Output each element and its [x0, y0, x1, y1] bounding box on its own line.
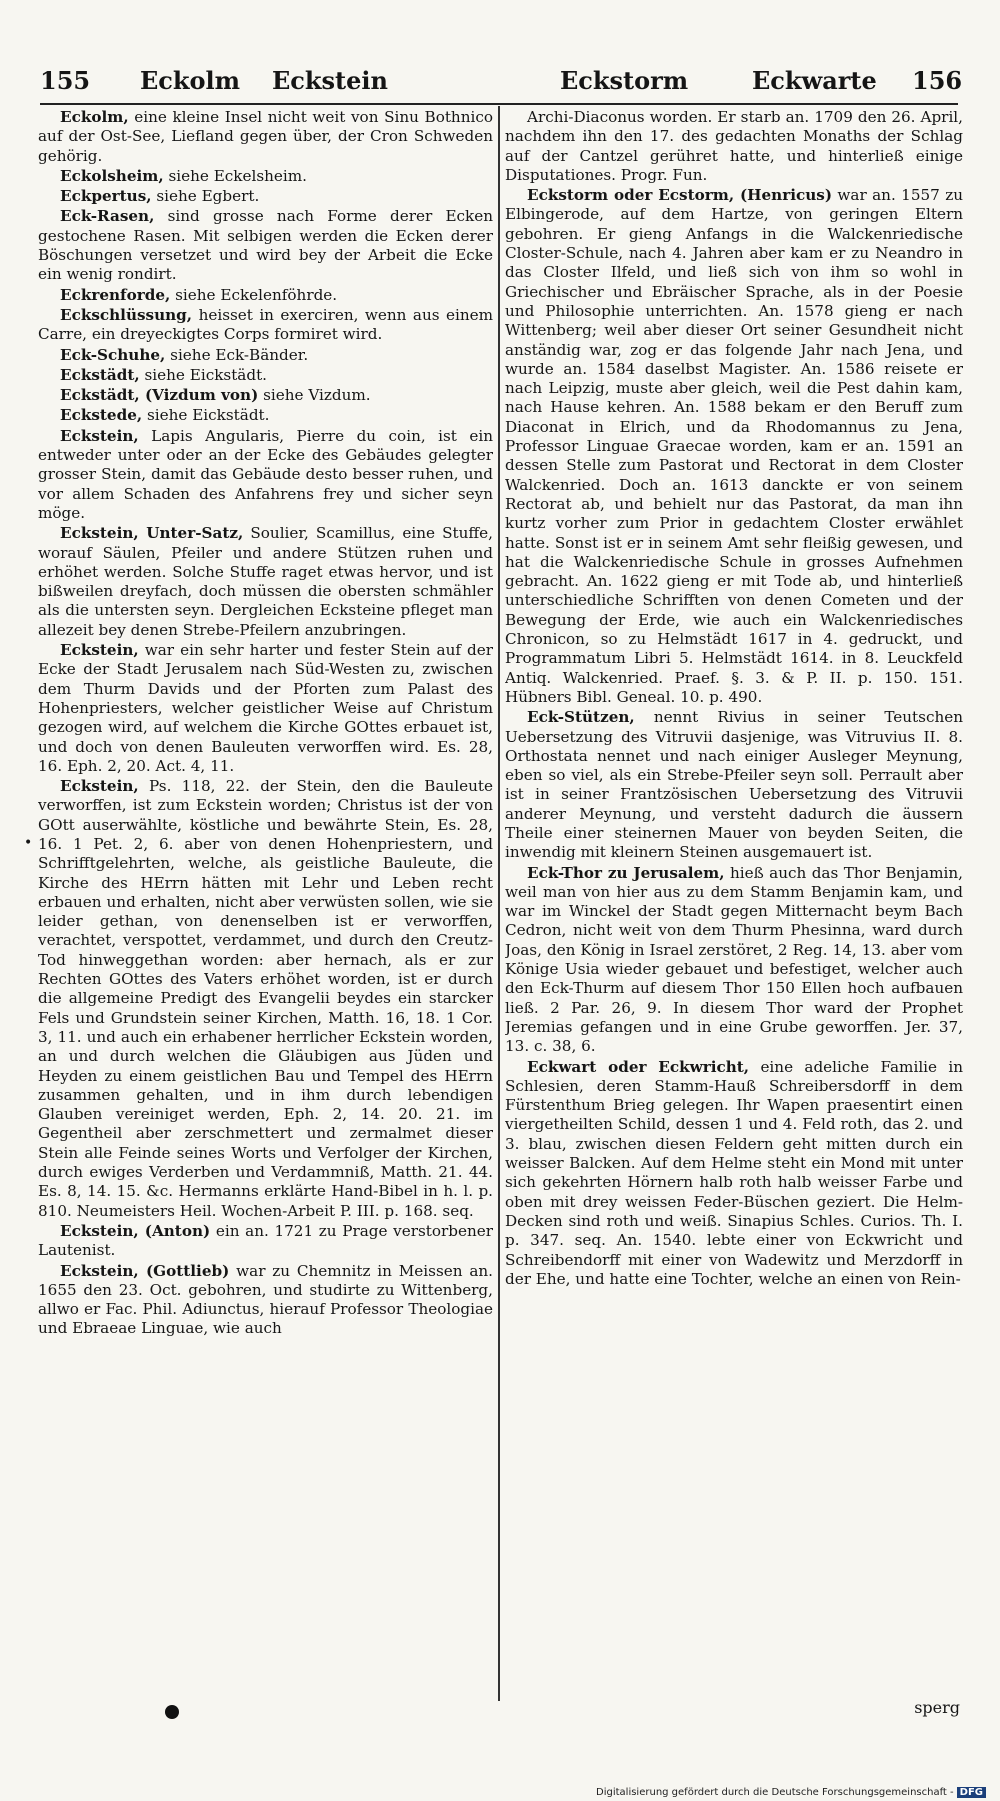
page-number-right: 156: [912, 66, 963, 95]
entry-text: eine kleine Insel nicht weit von Sinu Bothnico auf der Ost-See, Liefland gegen über, der Cron Schweden gehörig.: [38, 108, 493, 165]
dictionary-entry: [38, 777, 493, 1221]
entry-headword: Eckschlüssung,: [60, 305, 193, 324]
entry-headword: Eckstein,: [60, 641, 139, 660]
dictionary-entry: [38, 366, 493, 385]
entry-headword: Eckstein,: [60, 426, 139, 445]
entry-text: sind grosse nach Forme derer Ecken gestochene Rasen. Mit selbigen werden die Ecken derer Böschungen versetzet und wird bey der Arbeit die Ecke ein wenig rondirt.: [38, 207, 493, 284]
entry-headword: Eckstädt, (Vizdum von): [60, 386, 259, 405]
dictionary-entry: [38, 1222, 493, 1261]
running-header: [40, 66, 963, 106]
entry-text: siehe Eickstädt.: [144, 365, 268, 384]
dfg-logo: DFG: [957, 1787, 986, 1798]
entry-text: siehe Eck-Bänder.: [170, 345, 309, 364]
entry-text: siehe Vizdum.: [263, 386, 371, 405]
entry-headword: Eckpertus,: [60, 187, 152, 206]
dictionary-entry: [38, 524, 493, 640]
dictionary-entry: [38, 386, 493, 405]
dictionary-entry: [505, 864, 963, 1057]
dictionary-entry: [38, 641, 493, 776]
entry-headword: Eckstede,: [60, 406, 143, 425]
entry-text: war zu Chemnitz in Meissen an. 1655 den 23. Oct. gebohren, und studirte zu Wittenberg, allwo er Fac. Phil. Adiunctus, hierauf Professor Theologiae und Ebraeae Linguae, wie auch: [38, 1261, 493, 1338]
credit-text: Digitalisierung gefördert durch die Deutsche Forschungsgemeinschaft -: [596, 1787, 954, 1798]
entry-text: siehe Egbert.: [156, 187, 260, 206]
entry-text: heisset in exerciren, wenn aus einem Carre, ein dreyeckigtes Corps formiret wird.: [38, 305, 493, 344]
entry-text: siehe Eckelsheim.: [168, 166, 307, 185]
dictionary-entry: [38, 306, 493, 345]
entry-text: nennt Rivius in seiner Teutschen Uebersetzung des Vitruvii dasjenige, was Vitruvius II. 8. Orthostata nennet und nach einiger Ausleger Meynung, eben so viel, als ein Strebe-Pfeiler seyn soll. Perrault aber ist in seiner Frantzösischen Uebersetzung des Vitruvii anderer Meynung, und versteht dadurch die äussern Theile einer steinernen Mauer von beyden Seiten, die inwendig mit kleinern Steinen ausgemauert ist.: [505, 708, 963, 862]
left-column: [38, 108, 493, 1708]
dictionary-entry: [38, 406, 493, 425]
dictionary-entry: [505, 1058, 963, 1290]
entry-headword: Eck-Stützen,: [527, 708, 635, 727]
page-number-left: 155: [40, 66, 91, 95]
dictionary-entry: [38, 427, 493, 523]
dictionary-entry: [38, 108, 493, 166]
guide-word-right-1: Eckstorm: [560, 66, 689, 95]
catchword: sperg: [914, 1698, 960, 1717]
dictionary-entry: [505, 108, 963, 185]
entry-headword: Eckstädt,: [60, 365, 140, 384]
entry-headword: Eckrenforde,: [60, 285, 171, 304]
dictionary-entry: [38, 286, 493, 305]
entry-text: Archi-Diaconus worden. Er starb an. 1709 den 26. April, nachdem ihn den 17. des gedachten Monaths der Schlag auf der Cantzel gerühret hatte, und hinterließ einige Disputationes. Progr. Fun.: [505, 108, 963, 184]
entry-headword: Eckwart oder Eckwricht,: [527, 1057, 750, 1076]
entry-text: Ps. 118, 22. der Stein, den die Bauleute verworffen, ist zum Eckstein worden; Christus ist der von GOtt auserwählte, köstliche und bewährte Stein, Es. 28, 16. 1 Pet. 2, 6. aber von denen Hohenpriestern, und Schrifftgelehrten, welche, als geistliche Bauleute, die Kirche des HErrn hätten mit Lehr und Leben recht erbauen und erhalten, nicht aber verwüsten sollen, wie sie leider gethan, von denenselben ist er verworffen, verachtet, verspottet, verdammet, und durch den Creutz-Tod hinweggethan worden: aber hernach, als er zur Rechten GOttes des Vaters erhöhet worden, ist er durch die allgemeine Predigt des Evangelii beydes ein starcker Fels und Grundstein seiner Kirchen, Matth. 16, 18. 1 Cor. 3, 11. und auch ein erhabener herrlicher Eckstein worden, an und durch welchen die Gläubigen aus Jüden und Heyden zu einem geistlichen Bau und Tempel des HErrn zusammen gehalten, und in ihm durch lebendigen Glauben vereiniget werden, Eph. 2, 14. 20. 21. im Gegentheil aber zerschmettert und zermalmet dieser Stein alle Feinde seines Worts und Verfolger der Kirchen, durch ewiges Verderben und Verdammniß, Matth. 21. 44. Es. 8, 14. 15. &c. Hermanns erklärte Hand-Bibel in h. l. p. 810. Neumeisters Heil. Wochen-Arbeit P. III. p. 168. seq.: [38, 777, 493, 1220]
entry-text: siehe Eickstädt.: [146, 406, 270, 425]
dictionary-entry: [38, 167, 493, 186]
entry-headword: Eck-Rasen,: [60, 207, 155, 226]
entry-headword: Eckstein, (Gottlieb): [60, 1261, 230, 1280]
dictionary-entry: [38, 187, 493, 206]
entry-text: war ein sehr harter und fester Stein auf der Ecke der Stadt Jerusalem nach Süd-Westen zu, zwischen dem Thurm Davids und der Pforten zum Palast des Hohenpriesters, welcher geistlicher Weise auf Christum gezogen wird, auf welchem die Kirche GOttes erbauet ist, und doch von denen Bauleuten verworffen wird. Es. 28, 16. Eph. 2, 20. Act. 4, 11.: [38, 641, 493, 775]
entry-text: eine adeliche Familie in Schlesien, deren Stamm-Hauß Schreibersdorff in dem Fürstenthum Brieg gelegen. Ihr Wapen praesentirt einen viergetheilten Schild, dessen 1 und 4. Feld roth, das 2. und 3. blau, zwischen diesen Feldern geht mitten durch ein weisser Balcken. Auf dem Helme steht ein Mond mit unter sich gekehrten Hörnern halb roth halb weisser Farbe und oben mit drey weissen Feder-Büschen geziert. Die Helm-Decken sind roth und weiß. Sinapius Schles. Curios. Th. I. p. 347. seq. An. 1540. lebte einer von Eckwricht und Schreibendorff mit einer von Wadewitz und Merzdorff in der Ehe, und hatte eine Tochter, welche an einen von Rein-: [505, 1057, 963, 1288]
entry-text: hieß auch das Thor Benjamin, weil man von hier aus zu dem Stamm Benjamin kam, und war im Winckel der Stadt gegen Mitternacht beym Bach Cedron, nicht weit von dem Thurm Phesinna, ward durch Joas, den König in Israel zerstöret, 2 Reg. 14, 13. aber vom Könige Usia wieder gebauet und befestiget, welcher auch den Eck-Thurm auf diesem Thor 150 Ellen hoch aufbauen ließ. 2 Par. 26, 9. In diesem Thor ward der Prophet Jeremias gefangen und in eine Grube geworffen. Jer. 37, 13. c. 38, 6.: [505, 863, 963, 1056]
entry-headword: Eck-Schuhe,: [60, 345, 166, 364]
digitization-credit: [596, 1787, 986, 1798]
ink-blot: [165, 1705, 179, 1719]
entry-text: war an. 1557 zu Elbingerode, auf dem Hartze, von geringen Eltern gebohren. Er gieng Anfangs in die Walckenriedische Closter-Schule, nach 4. Jahren aber kam er zu Neandro in das Closter Ilfeld, und ließ sich von ihm so wohl in Griechischer und Ebräischer Sprache, als in der Poesie und Philosophie unterrichten. An. 1578 gieng er nach Wittenberg; weil aber dieser Ort seiner Gesundheit nicht anständig war, zog er das folgende Jahr nach Jena, und wurde an. 1584 daselbst Magister. An. 1586 reisete er nach Leipzig, muste aber gleich, weil die Pest dahin kam, nach Hause kehren. An. 1588 bekam er den Beruff zum Diaconat in Elrich, und da Rhodomannus zu Jena, Professor Linguae Graecae worden, kam er an. 1591 an dessen Stelle zum Pastorat und Rectorat in dem Closter Walckenried. Doch an. 1613 danckte er von seinem Rectorat ab, und behielt nur das Pastorat, da man ihn kurtz vorher zum Prior in gedachtem Closter erwählet hatte. Sonst ist er in seinem Amt sehr fleißig gewesen, und hat die Walckenriedische Schule in grosses Aufnehmen gebracht. An. 1622 gieng er mit Tode ab, und hinterließ unterschiedliche Schrifften von denen Cometen und der Bewegung der Erde, wie auch ein Walckenriedisches Chronicon, so zu Helmstädt 1617 in 4. gedruckt, und Programmatum Libri 5. Helmstädt 1614. in 8. Leuckfeld Antiq. Walckenried. Praef. §. 3. & P. II. p. 150. 151. Hübners Bibl. Geneal. 10. p. 490.: [505, 186, 963, 706]
entry-headword: Eckolm,: [60, 108, 129, 126]
guide-word-left-2: Eckstein: [272, 66, 388, 95]
entry-headword: Eckstorm oder Ecstorm, (Henricus): [527, 186, 832, 205]
dictionary-entry: [38, 346, 493, 365]
entry-text: Soulier, Scamillus, eine Stuffe, worauf Säulen, Pfeiler und andere Stützen ruhen und erhöhet werden. Solche Stuffe raget etwas hervor, und ist bißweilen dreyfach, doch müssen die obersten schmähler als die untersten seyn. Dergleichen Ecksteine pfleget man allezeit bey denen Strebe-Pfeilern anzubringen.: [38, 524, 493, 639]
dictionary-entry: [505, 708, 963, 862]
dictionary-entry: [38, 207, 493, 284]
guide-word-left-1: Eckolm: [140, 66, 241, 95]
entry-headword: Eckolsheim,: [60, 166, 164, 185]
entry-text: ein an. 1721 zu Prage verstorbener Lautenist.: [38, 1221, 493, 1260]
margin-mark: •: [24, 835, 33, 851]
column-divider: [498, 106, 500, 1701]
entry-headword: Eck-Thor zu Jerusalem,: [527, 863, 725, 882]
entry-text: siehe Eckelenföhrde.: [175, 285, 338, 304]
dictionary-entry: [505, 186, 963, 707]
guide-word-right-2: Eckwarte: [752, 66, 877, 95]
entry-headword: Eckstein, Unter-Satz,: [60, 524, 244, 543]
right-column: [505, 108, 963, 1708]
dictionary-entry: [38, 1262, 493, 1339]
entry-text: Lapis Angularis, Pierre du coin, ist ein entweder unter oder an der Ecke des Gebäudes gelegter grosser Stein, damit das Gebäude desto besser ruhen, und vor allem Schaden des Anfahrens frey und sicher seyn möge.: [38, 426, 493, 522]
entry-headword: Eckstein, (Anton): [60, 1221, 211, 1240]
entry-headword: Eckstein,: [60, 777, 139, 796]
header-rule: [40, 103, 958, 105]
